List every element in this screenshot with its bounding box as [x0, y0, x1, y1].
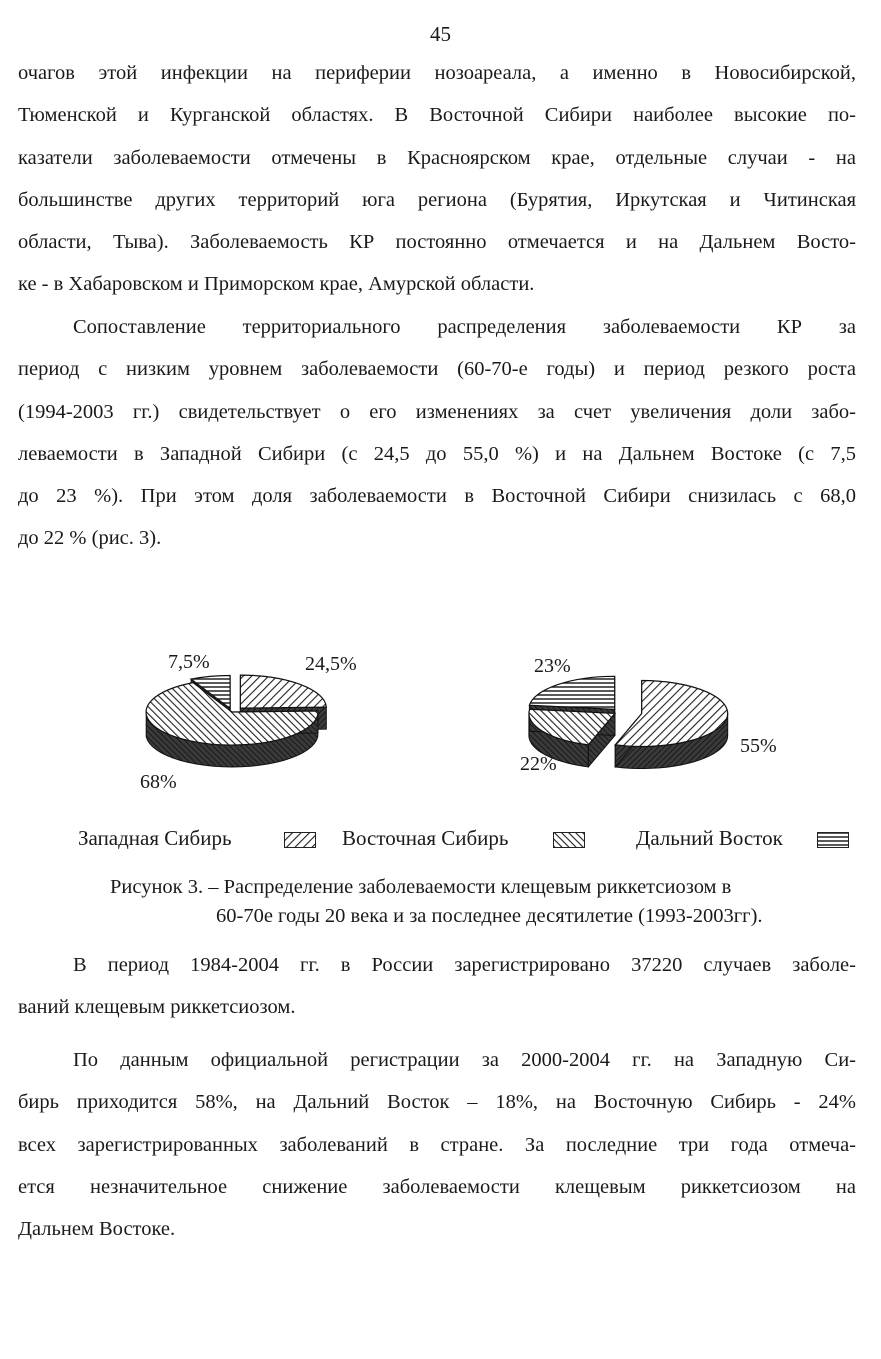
pie-label-west: 55%: [740, 735, 777, 757]
text-line: (1994-2003 гг.) свидетельствует о его изменениях за счет увеличения доли забо-: [18, 400, 856, 423]
pie-label-east: 68%: [140, 771, 177, 793]
paragraph-3: [18, 944, 856, 1029]
pie-slice-far-east: [529, 676, 614, 709]
text-line: По данным официальной регистрации за 2000-2004 гг. на Западную Си-: [73, 1049, 856, 1071]
pie-charts-figure: [0, 630, 881, 810]
text-line: леваемости в Западной Сибири (с 24,5 до 55,0 %) и на Дальнем Востоке (с 7,5: [18, 442, 856, 465]
text-line: до 22 % (рис. 3).: [18, 527, 162, 550]
paragraph-1: [18, 52, 856, 306]
text-line: большинстве других территорий юга региона (Бурятия, Иркутская и Читинская: [18, 188, 856, 211]
text-line: ваний клещевым риккетсиозом.: [18, 996, 296, 1019]
text-line: казатели заболеваемости отмечены в Красноярском крае, отдельные случаи - на: [18, 146, 856, 169]
page-number: 45: [430, 22, 451, 46]
text-line: ке - в Хабаровском и Приморском крае, Амурской области.: [18, 273, 535, 296]
chart-legend: [0, 822, 881, 858]
paragraph-2: [18, 306, 856, 560]
pie-label-far-east: 7,5%: [168, 651, 210, 673]
text-line: области, Тыва). Заболеваемость КР постоянно отмечается и на Дальнем Восто-: [18, 231, 856, 254]
text-line: Сопоставление территориального распределения заболеваемости КР за: [73, 316, 856, 338]
pie-label-east: 22%: [520, 753, 557, 775]
legend-swatch-west: [284, 832, 316, 848]
paragraph-4: [18, 1039, 856, 1250]
text-line: ется незначительное снижение заболеваемости клещевым риккетсиозом на: [18, 1175, 856, 1198]
pie-label-far-east: 23%: [534, 655, 571, 677]
pie-slice-west: [240, 675, 326, 708]
pie-chart-1960s: [140, 651, 357, 793]
pie-label-west: 24,5%: [305, 653, 357, 675]
legend-label-west: Западная Сибирь: [78, 826, 232, 850]
text-line: период с низким уровнем заболеваемости (60-70-е годы) и период резкого роста: [18, 358, 856, 381]
caption-line-1: Рисунок 3. – Распределение заболеваемости клещевым риккетсиозом в: [110, 876, 732, 898]
pie-chart-1993-2003: [520, 655, 777, 775]
legend-swatch-far-east: [817, 832, 849, 848]
legend-label-far-east: Дальний Восток: [636, 826, 783, 850]
legend-swatch-east: [553, 832, 585, 848]
text-line: В период 1984-2004 гг. в России зарегистрировано 37220 случаев заболе-: [73, 954, 856, 976]
caption-line-2: 60-70е годы 20 века и за последнее десятилетие (1993-2003гг).: [216, 905, 763, 927]
text-line: до 23 %). При этом доля заболеваемости в Восточной Сибири снизилась с 68,0: [18, 485, 856, 508]
text-line: Тюменской и Курганской областях. В Восточной Сибири наиболее высокие по-: [18, 104, 856, 127]
text-line: всех зарегистрированных заболеваний в стране. За последние три года отмеча-: [18, 1133, 856, 1156]
text-line: очагов этой инфекции на периферии нозоареала, а именно в Новосибирской,: [18, 62, 856, 84]
text-line: Дальнем Востоке.: [18, 1218, 176, 1241]
legend-label-east: Восточная Сибирь: [342, 826, 509, 850]
text-line: бирь приходится 58%, на Дальний Восток – 18%, на Восточную Сибирь - 24%: [18, 1091, 856, 1114]
